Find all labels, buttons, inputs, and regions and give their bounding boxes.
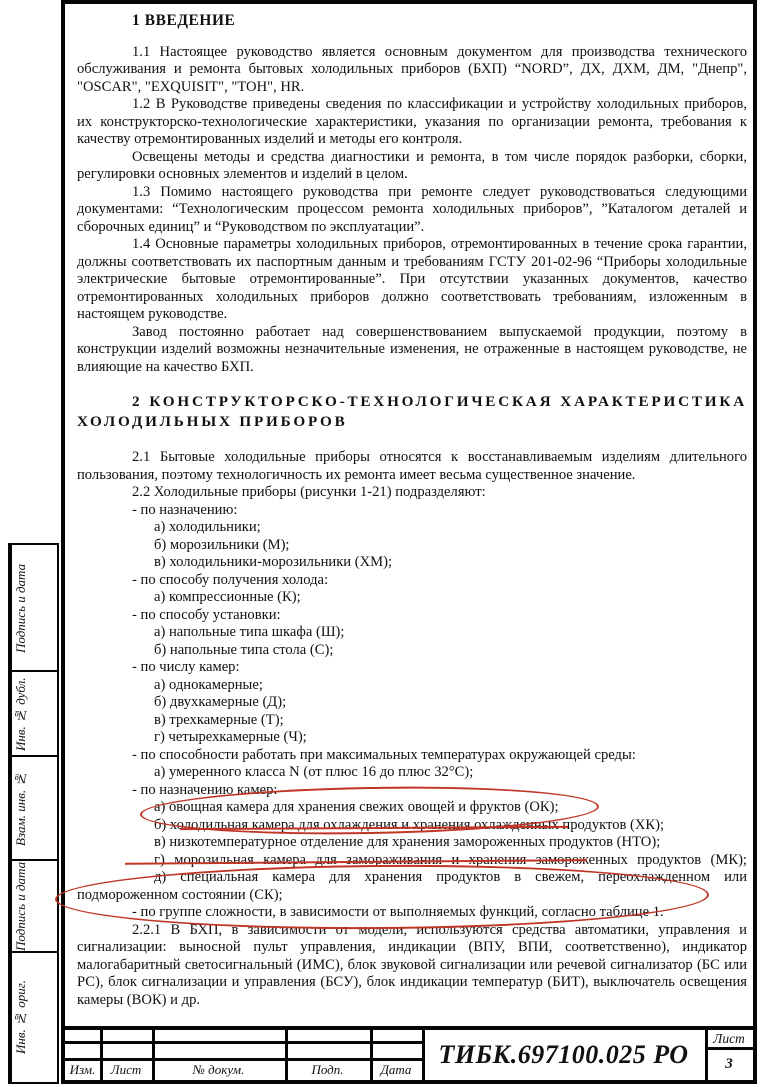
list-item-text: б) холодильная камера для охлаждения и хранения охлажденных продуктов (ХК); [154,816,665,833]
list-item-circled [77,869,747,887]
list-item: а) напольные типа шкафа (Ш); [154,624,345,640]
list-item-circled [77,799,747,817]
column-label-data: Дата [380,1062,412,1077]
column-label-podp: Подп. [311,1062,344,1077]
paragraph-1-4: 1.4 Основные параметры холодильных приборов, отремонтированных в течение срока гарантии, должны соответствовать их паспортным данным и требованиям ГСТУ 201-02-96 “Приборы холодильные электрические бытовые отремонтированные”. При отсутствии указанных документов, качество отремонтированных холодильных приборов должно соответствовать требованиям, изложенным в настоящем руководстве. [77,236,747,322]
list-item: - по способности работать при максимальных температурах окружающей среды: [132,746,636,763]
stamp-label: Инв. № ориг. [10,953,30,1082]
list-item: а) компрессионные (К); [154,589,301,605]
paragraph-2-2: 2.2 Холодильные приборы (рисунки 1-21) подразделяют: [132,484,486,500]
document-number: ТИБК.697100.025 РО [438,1040,689,1069]
stamp-label: Взам. инв. № [10,757,30,860]
list-item: а) холодильники; [154,519,261,535]
sheet-label: Лист [713,1030,745,1046]
paragraph-2-2-1: 2.2.1 В БХП, в зависимости от модели, используются средства автоматики, управления и сигнализации: выносной пульт управления, индикации (ВПУ, ВПИ, соответственно), индикатор малогабаритный светосигнальный (ИМС), блок звуковой сигнализации или речевой сигнализатор (БС или РС), блок сигнализации и управления (БСУ), блок индикации температур (БИТ), выключатель освещения камеры (ВОК) и др. [77,921,747,1008]
list-item: - по способу установки: [132,606,281,623]
paragraph-1-1: 1.1 Настоящее руководство является основным документом для производства технического обслуживания и ремонта бытовых холодильных приборов (БХП) “NORD”, ДХ, ДХМ, ДМ, "Днепр", "OSCAR", "EXQUISIT", "ТОН", HR. [77,43,747,95]
section-2-heading: 2 КОНСТРУКТОРСКО-ТЕХНОЛОГИЧЕСКАЯ ХАРАКТЕРИСТИКА ХОЛОДИЛЬНЫХ ПРИБОРОВ [77,393,747,430]
stamp-label: Подпись и дата [10,545,30,671]
list-item: - по группе сложности, в зависимости от выполняемых функций, согласно таблице 1. [132,904,664,920]
paragraph-1-3: 1.3 Помимо настоящего руководства при ремонте следует руководствоваться следующими документами: “Технологическим процессом ремонта холодильных приборов”, ”Каталогом деталей и сборочных единиц” и “Руководством по эксплуатации”. [77,183,747,235]
grid-line [65,1058,422,1061]
list-item: в) трехкамерные (Т); [154,711,284,728]
list-item: б) напольные типа стола (С); [154,641,334,658]
list-item-text: д) специальная камера для хранения продуктов в свежем, переохлажденном или [154,869,747,885]
stamp-empty-cell [30,757,57,860]
column-label-izm: Изм. [69,1062,96,1077]
column-label-list: Лист [110,1062,142,1077]
list-item-struck [77,817,747,835]
list-item-continuation: подмороженном состоянии (СК); [77,886,283,903]
stamp-label: Подпись и дата [10,861,30,952]
stamp-cell-inv-dupl [8,670,59,758]
list-item: в) холодильники-морозильники (ХМ); [154,554,393,570]
list-item: г) четырехкамерные (Ч); [154,729,307,745]
list-item: а) умеренного класса N (от плюс 16 до плюс 32°С); [154,764,474,780]
list-item: - по способу получения холода: [132,571,329,588]
title-block [61,1026,757,1084]
paragraph: Освещены методы и средства диагностики и ремонта, в том числе порядок разборки, сборки, регулировки основных элементов и изделий в целом. [77,148,747,182]
grid-line [65,1041,422,1044]
sheet-number: 3 [725,1056,733,1072]
paragraph-1-2: 1.2 В Руководстве приведены сведения по классификации и устройству холодильных приборов, их конструкторско-технологические характеристики, указания по организации ремонта, требования к качеству отремонтированных изделий и методы его контроля. [77,96,747,147]
paragraph-2-1: 2.1 Бытовые холодильные приборы относятся к восстанавливаемым изделиям длительного пользования, поэтому технологичность их ремонта имеет весьма существенное значение. [77,449,747,483]
list-item-struck [77,852,747,870]
document-body [77,12,747,1009]
paragraph: Завод постоянно работает над совершенствованием выпускаемой продукции, поэтому в конструкции изделий возможны незначительные изменения, не отраженные в настоящем руководстве, не влияющие на качество БХП. [77,323,747,375]
stamp-empty-cell [30,953,57,1082]
title-block-grid [65,1030,753,1080]
list-item: - по назначению камер: [132,781,278,798]
stamp-empty-cell [30,861,57,952]
list-item: б) морозильники (М); [154,536,290,553]
stamp-cell-inv-orig [8,951,59,1084]
stamp-empty-cell [30,672,57,756]
stamp-cell-vzam-inv [8,755,59,862]
stamp-empty-cell [30,545,57,671]
stamp-cell-signature-date [8,543,59,673]
list-item: - по числу камер: [132,659,240,675]
stamp-cell-signature-date-2 [8,859,59,954]
section-1-heading: 1 ВВЕДЕНИЕ [132,12,236,29]
list-item: б) двухкамерные (Д); [154,694,287,710]
stamp-label: Инв. № дубл. [10,672,30,756]
list-item-text: а) овощная камера для хранения свежих овощей и фруктов (ОК); [154,799,559,815]
list-item: в) низкотемпературное отделение для хранения замороженных продуктов (НТО); [154,834,661,850]
column-label-ndokum: № докум. [192,1062,245,1077]
list-item: а) однокамерные; [154,676,263,693]
list-item: - по назначению: [132,501,238,518]
list-item-text: г) морозильная камера для замораживания и хранения замороженных продуктов (МК); [154,851,747,868]
